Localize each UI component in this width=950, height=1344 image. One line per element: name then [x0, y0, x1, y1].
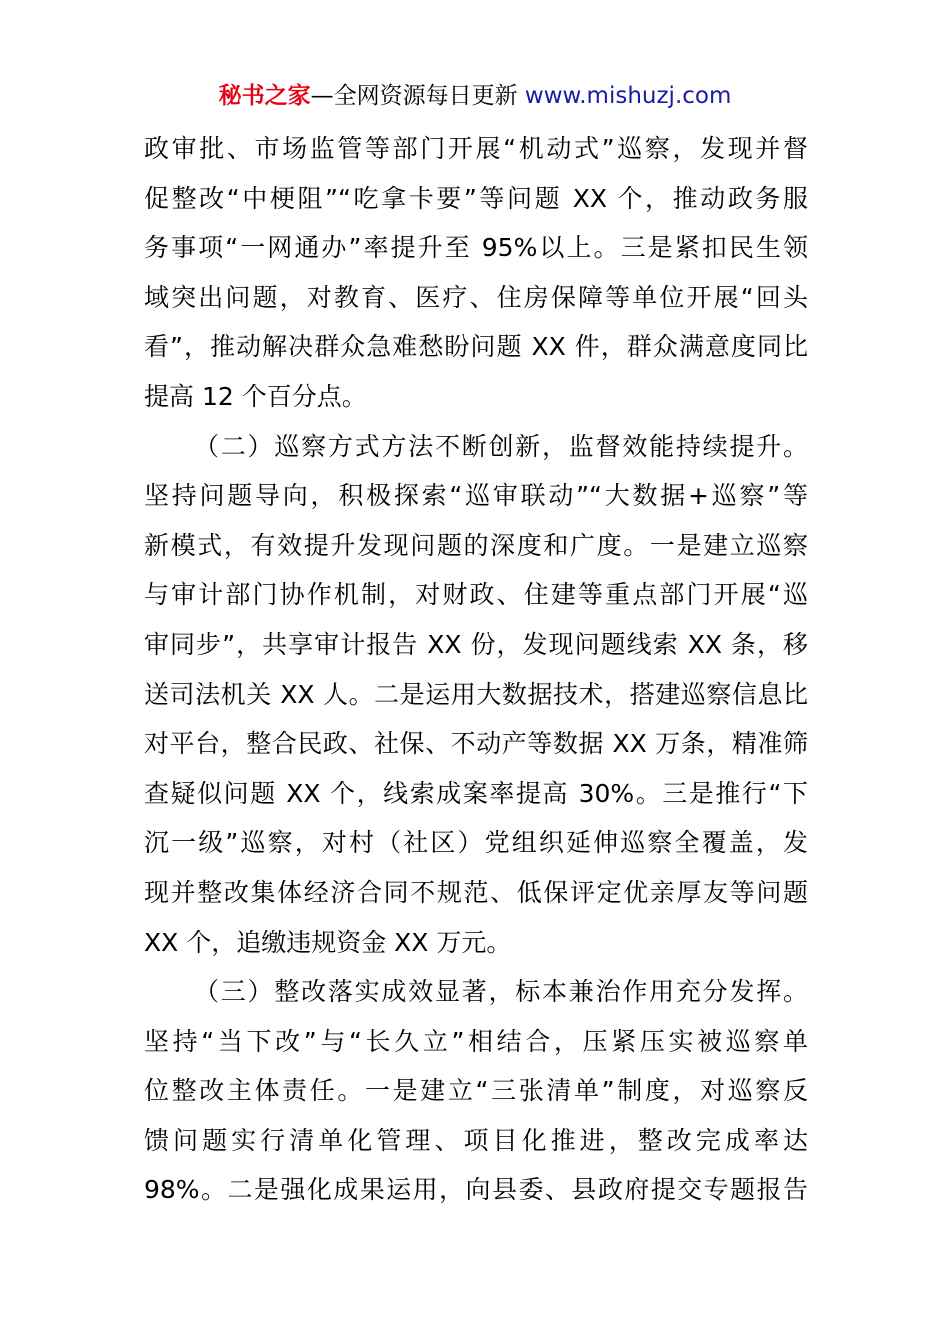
text-line: 98%。二是强化成果运用，向县委、县政府提交专题报告 [144, 1175, 808, 1205]
text-line: 坚持问题导向，积极探索“巡审联动”“大数据+巡察”等 [144, 481, 808, 511]
text-line: 沉一级”巡察，对村（社区）党组织延伸巡察全覆盖，发 [144, 828, 808, 858]
text-line: 送司法机关 XX 人。二是运用大数据技术，搭建巡察信息比 [144, 679, 808, 709]
section-heading-3: （三）整改落实成效显著，标本兼治作用充分发挥。 [194, 977, 808, 1007]
text-line: 务事项“一网通办”率提升至 95%以上。三是紧扣民生领 [144, 233, 808, 263]
text-line: 政审批、市场监管等部门开展“机动式”巡察，发现并督 [144, 134, 808, 163]
text-line: 提高 12 个百分点。 [144, 381, 367, 411]
text-line: 审同步”，共享审计报告 XX 份，发现问题线索 XX 条，移 [144, 629, 808, 659]
text-line: 坚持“当下改”与“长久立”相结合，压紧压实被巡察单 [144, 1026, 808, 1056]
text-line: 域突出问题，对教育、医疗、住房保障等单位开展“回头 [144, 282, 808, 312]
text-line: 馈问题实行清单化管理、项目化推进，整改完成率达 [144, 1125, 808, 1155]
text-line: 现并整改集体经济合同不规范、低保评定优亲厚友等问题 [144, 877, 808, 907]
text-line: 新模式，有效提升发现问题的深度和广度。一是建立巡察 [144, 530, 808, 560]
text-line: 促整改“中梗阻”“吃拿卡要”等问题 XX 个，推动政务服 [144, 183, 808, 213]
text-line: XX 个，追缴违规资金 XX 万元。 [144, 927, 512, 957]
text-line: 位整改主体责任。一是建立“三张清单”制度，对巡察反 [144, 1076, 808, 1106]
text-line: 与审计部门协作机制，对财政、住建等重点部门开展“巡 [144, 580, 808, 610]
document-body [144, 124, 808, 1215]
site-brand: 秘书之家 [218, 83, 311, 109]
site-url: www.mishuzj.com [524, 83, 732, 109]
text-line: 对平台，整合民政、社保、不动产等数据 XX 万条，精准筛 [144, 729, 808, 759]
text-line: 看”，推动解决群众急难愁盼问题 XX 件，群众满意度同比 [144, 332, 808, 362]
page-header [0, 80, 950, 112]
text-line: 查疑似问题 XX 个，线索成案率提高 30%。三是推行“下 [144, 778, 808, 808]
site-tagline: —全网资源每日更新 [310, 83, 518, 109]
section-heading-2: （二）巡察方式方法不断创新，监督效能持续提升。 [194, 431, 808, 461]
